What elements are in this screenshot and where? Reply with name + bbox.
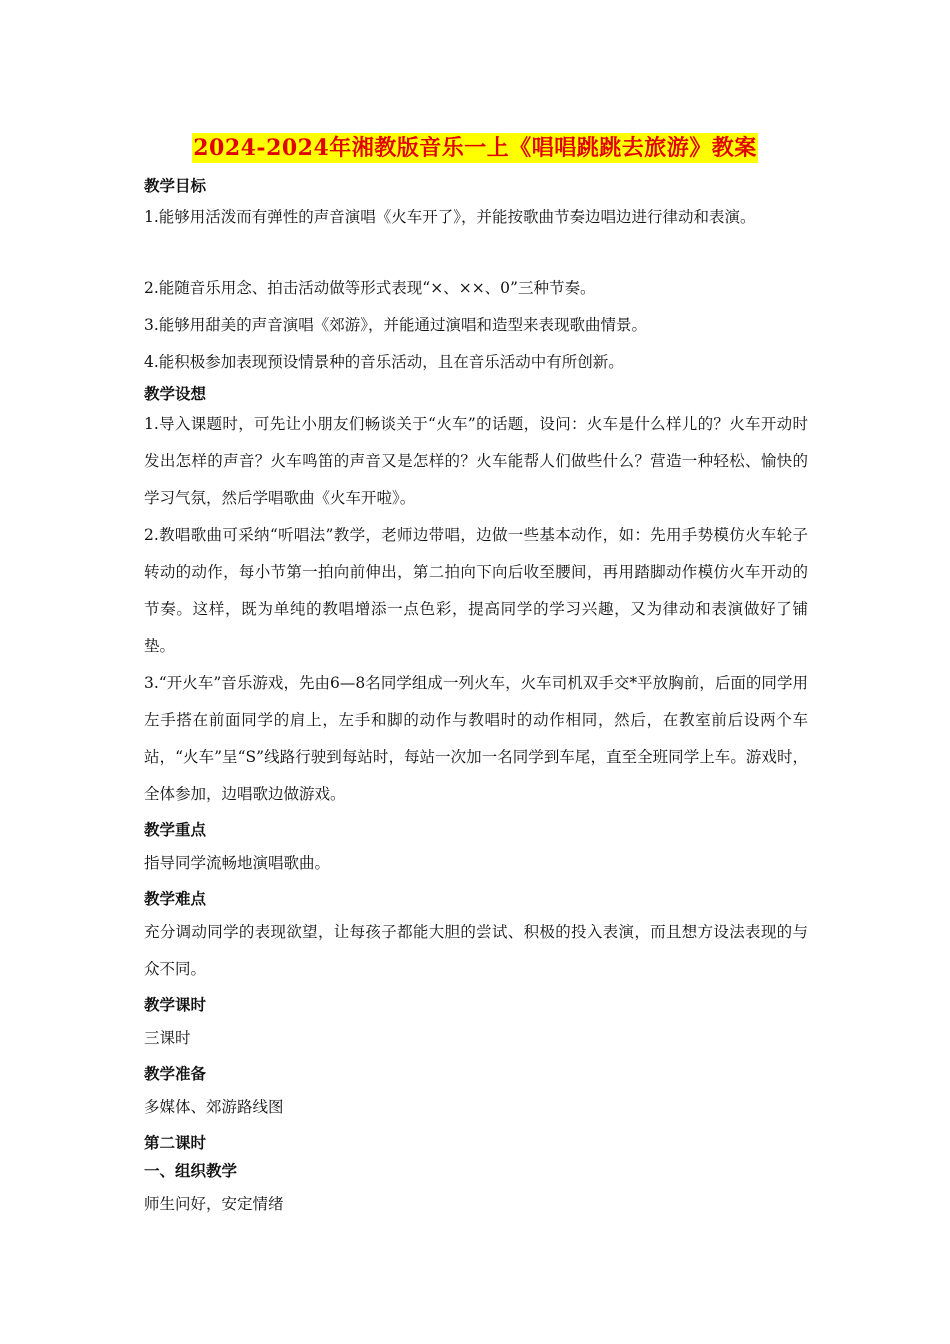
key-point-text: 指导同学流畅地演唱歌曲。 — [144, 854, 331, 872]
document-title: 2024-2024年湘教版音乐一上《唱唱跳跳去旅游》教案 — [193, 135, 757, 161]
goal-item-2: 2.能随音乐用念、拍击活动做等形式表现“×、××、0”三种节奏。 — [144, 279, 596, 297]
heading-organize-teaching: 一、组织教学 — [144, 1161, 238, 1180]
heading-class-hours: 教学课时 — [144, 995, 207, 1014]
goal-item-1: 1.能够用活泼而有弹性的声音演唱《火车开了》，并能按歌曲节奏边唱边进行律动和表演。 — [144, 208, 756, 226]
heading-teaching-design: 教学设想 — [144, 384, 207, 403]
difficulty-text: 充分调动同学的表现欲望，让每孩子都能大胆的尝试、积极的投入表演，而且想方设法表现的与众不同。 — [144, 923, 808, 978]
design-item-2: 2.教唱歌曲可采纳“听唱法”教学，老师边带唱，边做一些基本动作，如：先用手势模仿火车轮子转动的动作，每小节第一拍向前伸出，第二拍向下向后收至腰间，再用踏脚动作模仿火车开动的节奏。这样，既为单纯的教唱增添一点色彩，提高同学的学习兴趣，又为律动和表演做好了铺垫。 — [144, 526, 808, 655]
heading-teaching-goals: 教学目标 — [144, 176, 207, 195]
heading-difficulty: 教学难点 — [144, 889, 207, 908]
title-wrapper — [0, 133, 950, 163]
document-body — [144, 173, 808, 1223]
heading-key-point: 教学重点 — [144, 820, 207, 839]
goal-item-4: 4.能积极参加表现预设情景种的音乐活动，且在音乐活动中有所创新。 — [144, 353, 624, 371]
heading-lesson-two: 第二课时 — [144, 1133, 207, 1152]
class-hours-text: 三课时 — [144, 1029, 191, 1047]
goal-item-3: 3.能够用甜美的声音演唱《郊游》，并能通过演唱和造型来表现歌曲情景。 — [144, 316, 648, 334]
design-item-1: 1.导入课题时，可先让小朋友们畅谈关于“火车”的话题，设问：火车是什么样儿的？火车开动时发出怎样的声音？火车鸣笛的声音又是怎样的？火车能帮人们做些什么？营造一种轻松、愉快的学习气氛，然后学唱歌曲《火车开啦》。 — [144, 415, 808, 507]
organize-text: 师生问好，安定情绪 — [144, 1195, 284, 1213]
heading-preparation: 教学准备 — [144, 1064, 207, 1083]
design-item-3: 3.“开火车”音乐游戏，先由6—8名同学组成一列火车，火车司机双手交*平放胸前，后面的同学用左手搭在前面同学的肩上，左手和脚的动作与教唱时的动作相同，然后，在教室前后设两个车站，“火车”呈“S”线路行驶到每站时，每站一次加一名同学到车尾，直至全班同学上车。游戏时，全体参加，边唱歌边做游戏。 — [144, 674, 808, 803]
preparation-text: 多媒体、郊游路线图 — [144, 1098, 284, 1116]
